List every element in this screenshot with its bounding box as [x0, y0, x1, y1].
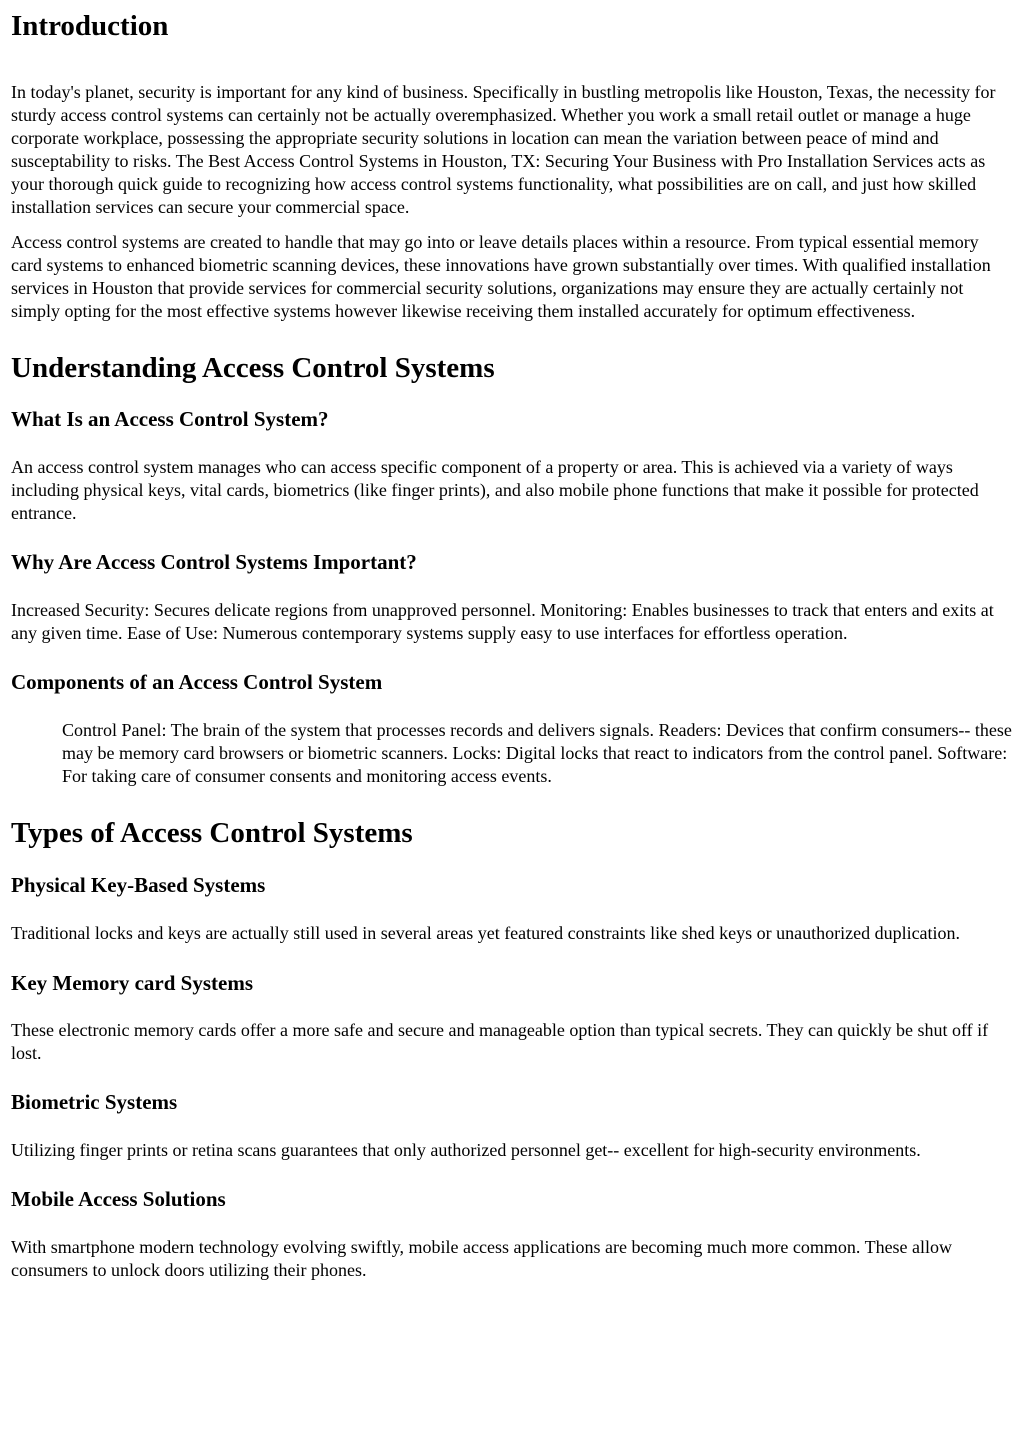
article-page: [0, 9, 1024, 1282]
section-title-introduction: Introduction: [11, 10, 169, 42]
components-blockquote: Control Panel: The brain of the system that processes records and delivers signals. Readers: Devices that confirm consumers-- these may be memory card browsers or biometric scanners. Locks: Digital locks that react to indicators from the control panel. Software: For taking care of consumer consents and monitoring access events.: [62, 720, 1012, 786]
paragraph-biometric: Utilizing finger prints or retina scans guarantees that only authorized personnel get-- excellent for high-security environments.: [11, 1140, 921, 1160]
paragraph-key-card: These electronic memory cards offer a more safe and secure and manageable option than typical secrets. They can quickly be shut off if lost.: [11, 1020, 989, 1063]
paragraph-why-important: Increased Security: Secures delicate regions from unapproved personnel. Monitoring: Enables businesses to track that enters and exits at any given time. Ease of Use: Numerous contemporary systems supply easy to use interfaces for effortless operation.: [11, 600, 994, 643]
subheading-why-important: Why Are Access Control Systems Important?: [11, 550, 417, 574]
intro-paragraph-2: Access control systems are created to handle that may go into or leave details places within a resource. From typical essential memory card systems to enhanced biometric scanning devices, these innovations have grown substantially over times. With qualified installation services in Houston that provide services for commercial security solutions, organizations may ensure they are actually certainly not simply opting for the most effective systems however likewise receiving them installed accurately for optimum effectiveness.: [11, 232, 991, 321]
section-title-types: Types of Access Control Systems: [11, 817, 413, 849]
paragraph-mobile-access: With smartphone modern technology evolving swiftly, mobile access applications are becoming much more common. These allow consumers to unlock doors utilizing their phones.: [11, 1237, 953, 1280]
subheading-mobile-access: Mobile Access Solutions: [11, 1187, 226, 1211]
intro-paragraph-1: In today's planet, security is important for any kind of business. Specifically in bustling metropolis like Houston, Texas, the necessity for sturdy access control systems can certainly not be actually overemphasized. Whether you work a small retail outlet or manage a huge corporate workplace, possessing the appropriate security solutions in location can mean the variation between peace of mind and susceptability to risks. The Best Access Control Systems in Houston, TX: Securing Your Business with Pro Installation Services acts as your thorough quick guide to recognizing how access control systems functionality, what possibilities are on call, and just how skilled installation services can secure your commercial space.: [11, 82, 996, 217]
paragraph-what-is: An access control system manages who can access specific component of a property or area. This is achieved via a variety of ways including physical keys, vital cards, biometrics (like finger prints), and also mobile phone functions that make it possible for protected entrance.: [11, 457, 979, 523]
subheading-what-is: What Is an Access Control System?: [11, 407, 329, 431]
paragraph-physical-key: Traditional locks and keys are actually still used in several areas yet featured constraints like shed keys or unauthorized duplication.: [11, 923, 961, 943]
subheading-biometric: Biometric Systems: [11, 1090, 178, 1114]
subheading-physical-key: Physical Key-Based Systems: [11, 873, 266, 897]
subheading-components: Components of an Access Control System: [11, 670, 383, 694]
section-title-understanding: Understanding Access Control Systems: [11, 352, 495, 384]
subheading-key-card: Key Memory card Systems: [11, 971, 254, 995]
